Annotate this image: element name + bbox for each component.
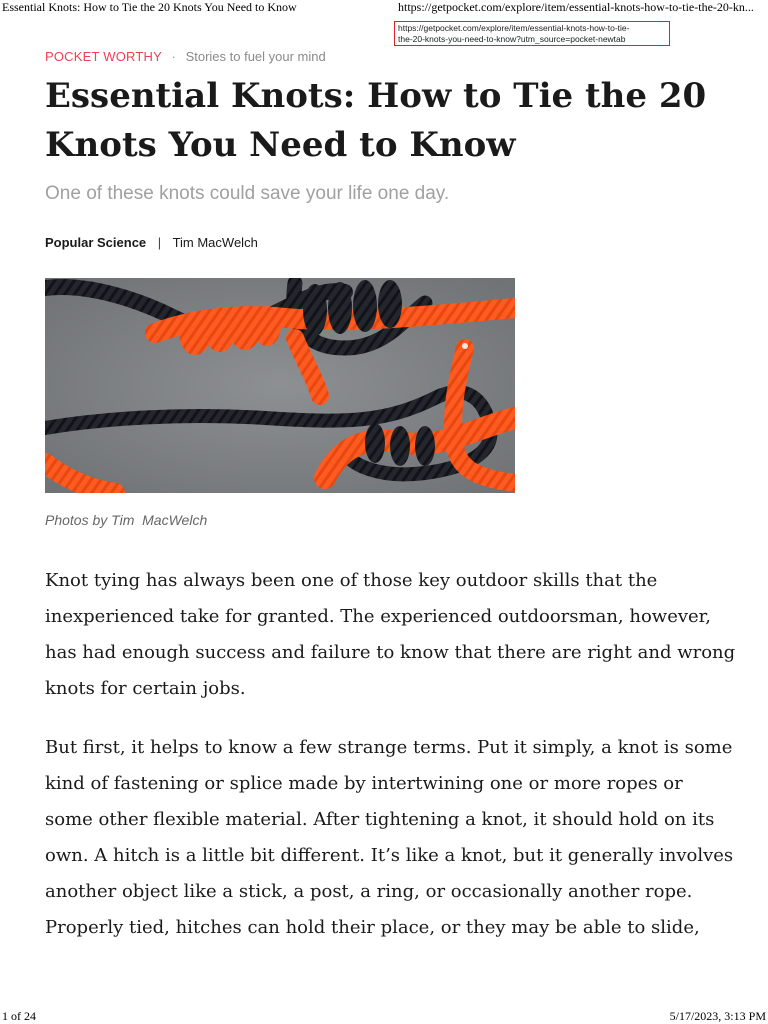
print-header-url[interactable]: https://getpocket.com/explore/item/essential-knots-how-to-tie-the-20-kn...	[398, 0, 754, 14]
byline	[45, 235, 258, 250]
paragraph-1	[45, 563, 735, 707]
paragraph-line: own. A hitch is a little bit different. It’s like a knot, but it generally involves	[45, 845, 734, 866]
paragraph-line: kind of fastening or splice made by intertwining one or more ropes or	[45, 773, 683, 794]
paragraph-line: inexperienced take for granted. The experienced outdoorsman, however,	[45, 606, 712, 627]
url-annotation-box[interactable]	[394, 21, 670, 46]
author-name: Tim MacWelch	[172, 235, 258, 250]
paragraph-2	[45, 730, 735, 946]
url-line-2: the-20-knots-you-need-to-know?utm_source=pocket-newtab	[398, 34, 626, 44]
article-subtitle: One of these knots could save your life one day.	[45, 183, 450, 204]
publication-name[interactable]: Popular Science	[45, 235, 147, 250]
paragraph-line: But first, it helps to know a few strange terms. Put it simply, a knot is some	[45, 737, 733, 758]
print-datetime: 5/17/2023, 3:13 PM	[669, 1009, 766, 1023]
kicker	[45, 49, 326, 64]
kicker-separator: ·	[171, 49, 176, 64]
article-title: Essential Knots: How to Tie the 20 Knots You Need to Know	[45, 76, 707, 165]
paragraph-line: some other flexible material. After tightening a knot, it should hold on its	[45, 809, 715, 830]
print-header-title: Essential Knots: How to Tie the 20 Knots You Need to Know	[2, 0, 297, 14]
url-line-1: https://getpocket.com/explore/item/essential-knots-how-to-tie-	[398, 23, 630, 33]
kicker-tagline: Stories to fuel your mind	[185, 49, 326, 64]
pocket-worthy-label[interactable]: POCKET WORTHY	[45, 49, 162, 64]
photo-caption: Photos by Tim MacWelch	[45, 512, 208, 528]
paragraph-line: has had enough success and failure to know that there are right and wrong	[45, 642, 736, 663]
page-count: 1 of 24	[2, 1009, 36, 1023]
byline-separator: |	[157, 235, 162, 250]
paragraph-line: Knot tying has always been one of those key outdoor skills that the	[45, 570, 658, 591]
paragraph-line: another object like a stick, a post, a ring, or occasionally another rope.	[45, 881, 693, 902]
paragraph-line: knots for certain jobs.	[45, 678, 246, 699]
paragraph-line: Properly tied, hitches can hold their place, or they may be able to slide,	[45, 917, 700, 938]
knots-photo-illustration	[45, 278, 515, 493]
hero-image-knots	[45, 278, 515, 493]
